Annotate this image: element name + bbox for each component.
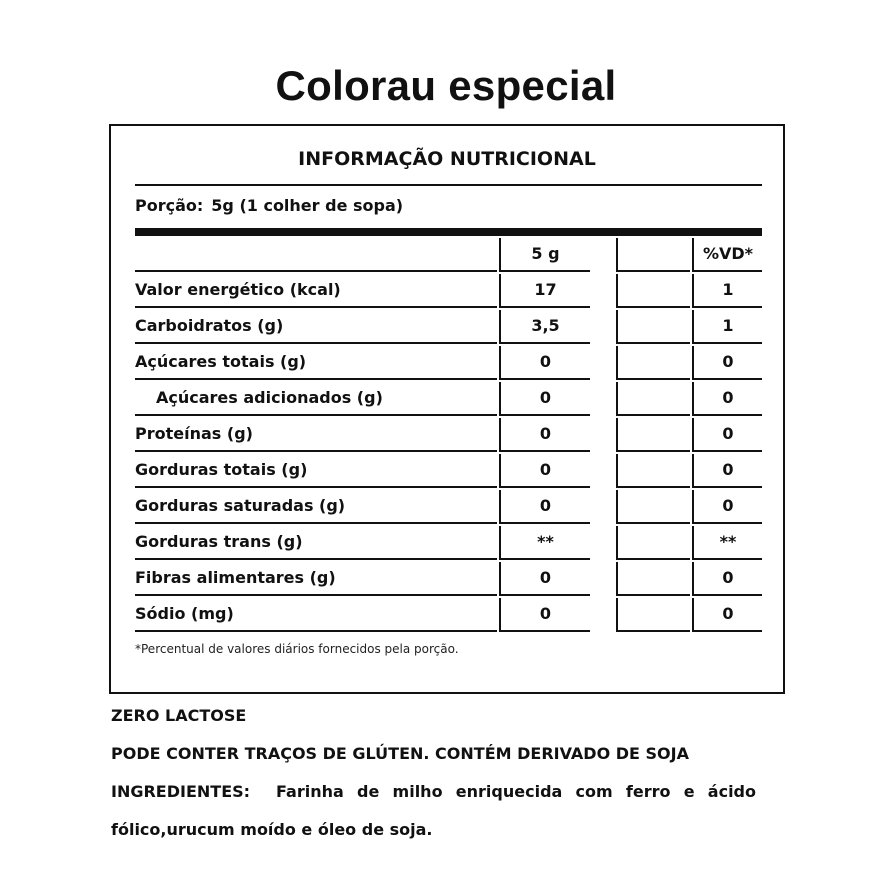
nutrient-vd: ** xyxy=(692,526,762,560)
ingredients-text-1: Farinha de milho enriquecida com ferro e ácido xyxy=(276,782,756,801)
table-row xyxy=(135,560,762,596)
column-header-vd: %VD* xyxy=(692,238,762,272)
table-row xyxy=(135,344,762,380)
nutrient-amount: ** xyxy=(499,526,590,560)
nutrient-amount: 0 xyxy=(499,346,590,380)
lactose-note: ZERO LACTOSE xyxy=(111,706,247,725)
nutrient-vd: 1 xyxy=(692,274,762,308)
nutrient-vd: 0 xyxy=(692,598,762,632)
table-row xyxy=(135,272,762,308)
nutrient-amount: 0 xyxy=(499,598,590,632)
nutrient-vd: 0 xyxy=(692,562,762,596)
portion-info xyxy=(135,196,403,215)
ingredients-line-1 xyxy=(111,782,756,801)
column-header-blank xyxy=(616,238,690,272)
ingredients-label: INGREDIENTES: xyxy=(111,782,251,801)
column-header-amount: 5 g xyxy=(499,238,590,272)
table-row xyxy=(135,452,762,488)
table-row xyxy=(135,488,762,524)
nutrient-name: Açúcares adicionados (g) xyxy=(156,388,383,407)
empty-cell xyxy=(616,418,690,452)
portion-value: 5g (1 colher de sopa) xyxy=(211,196,404,215)
nutrient-amount: 17 xyxy=(499,274,590,308)
empty-cell xyxy=(616,598,690,632)
divider xyxy=(135,184,762,186)
nutrient-name: Carboidratos (g) xyxy=(135,316,284,335)
allergen-note: PODE CONTER TRAÇOS DE GLÚTEN. CONTÉM DERIVADO DE SOJA xyxy=(111,744,689,763)
empty-cell xyxy=(616,346,690,380)
empty-cell xyxy=(616,562,690,596)
nutrient-vd: 1 xyxy=(692,310,762,344)
nutrient-amount: 0 xyxy=(499,454,590,488)
header-blank xyxy=(135,238,497,272)
portion-label: Porção: xyxy=(135,196,204,215)
empty-cell xyxy=(616,454,690,488)
table-row xyxy=(135,524,762,560)
ingredients-line-2: fólico,urucum moído e óleo de soja. xyxy=(111,820,433,839)
nutrient-vd: 0 xyxy=(692,382,762,416)
table-row xyxy=(135,416,762,452)
nutrient-amount: 0 xyxy=(499,382,590,416)
table-row xyxy=(135,596,762,632)
footnote: *Percentual de valores diários fornecidos pela porção. xyxy=(135,642,459,656)
nutrition-facts-panel xyxy=(109,124,785,694)
product-title: Colorau especial xyxy=(275,62,617,109)
nutrient-name: Fibras alimentares (g) xyxy=(135,568,336,587)
nutrient-name: Açúcares totais (g) xyxy=(135,352,307,371)
empty-cell xyxy=(616,274,690,308)
nutrient-name: Gorduras totais (g) xyxy=(135,460,308,479)
header-row xyxy=(135,236,762,272)
empty-cell xyxy=(616,310,690,344)
nutrient-amount: 0 xyxy=(499,418,590,452)
nutrient-amount: 0 xyxy=(499,490,590,524)
thick-divider xyxy=(135,228,762,236)
table-row xyxy=(135,380,762,416)
nutrition-heading: INFORMAÇÃO NUTRICIONAL xyxy=(298,148,596,170)
empty-cell xyxy=(616,490,690,524)
nutrient-amount: 0 xyxy=(499,562,590,596)
nutrient-name: Proteínas (g) xyxy=(135,424,253,443)
nutrient-name: Gorduras saturadas (g) xyxy=(135,496,346,515)
nutrient-name: Sódio (mg) xyxy=(135,604,234,623)
nutrient-name: Gorduras trans (g) xyxy=(135,532,303,551)
table-row xyxy=(135,308,762,344)
nutrient-vd: 0 xyxy=(692,346,762,380)
nutrient-vd: 0 xyxy=(692,454,762,488)
nutrient-name: Valor energético (kcal) xyxy=(135,280,341,299)
empty-cell xyxy=(616,526,690,560)
nutrient-amount: 3,5 xyxy=(499,310,590,344)
empty-cell xyxy=(616,382,690,416)
nutrient-vd: 0 xyxy=(692,418,762,452)
nutrient-vd: 0 xyxy=(692,490,762,524)
